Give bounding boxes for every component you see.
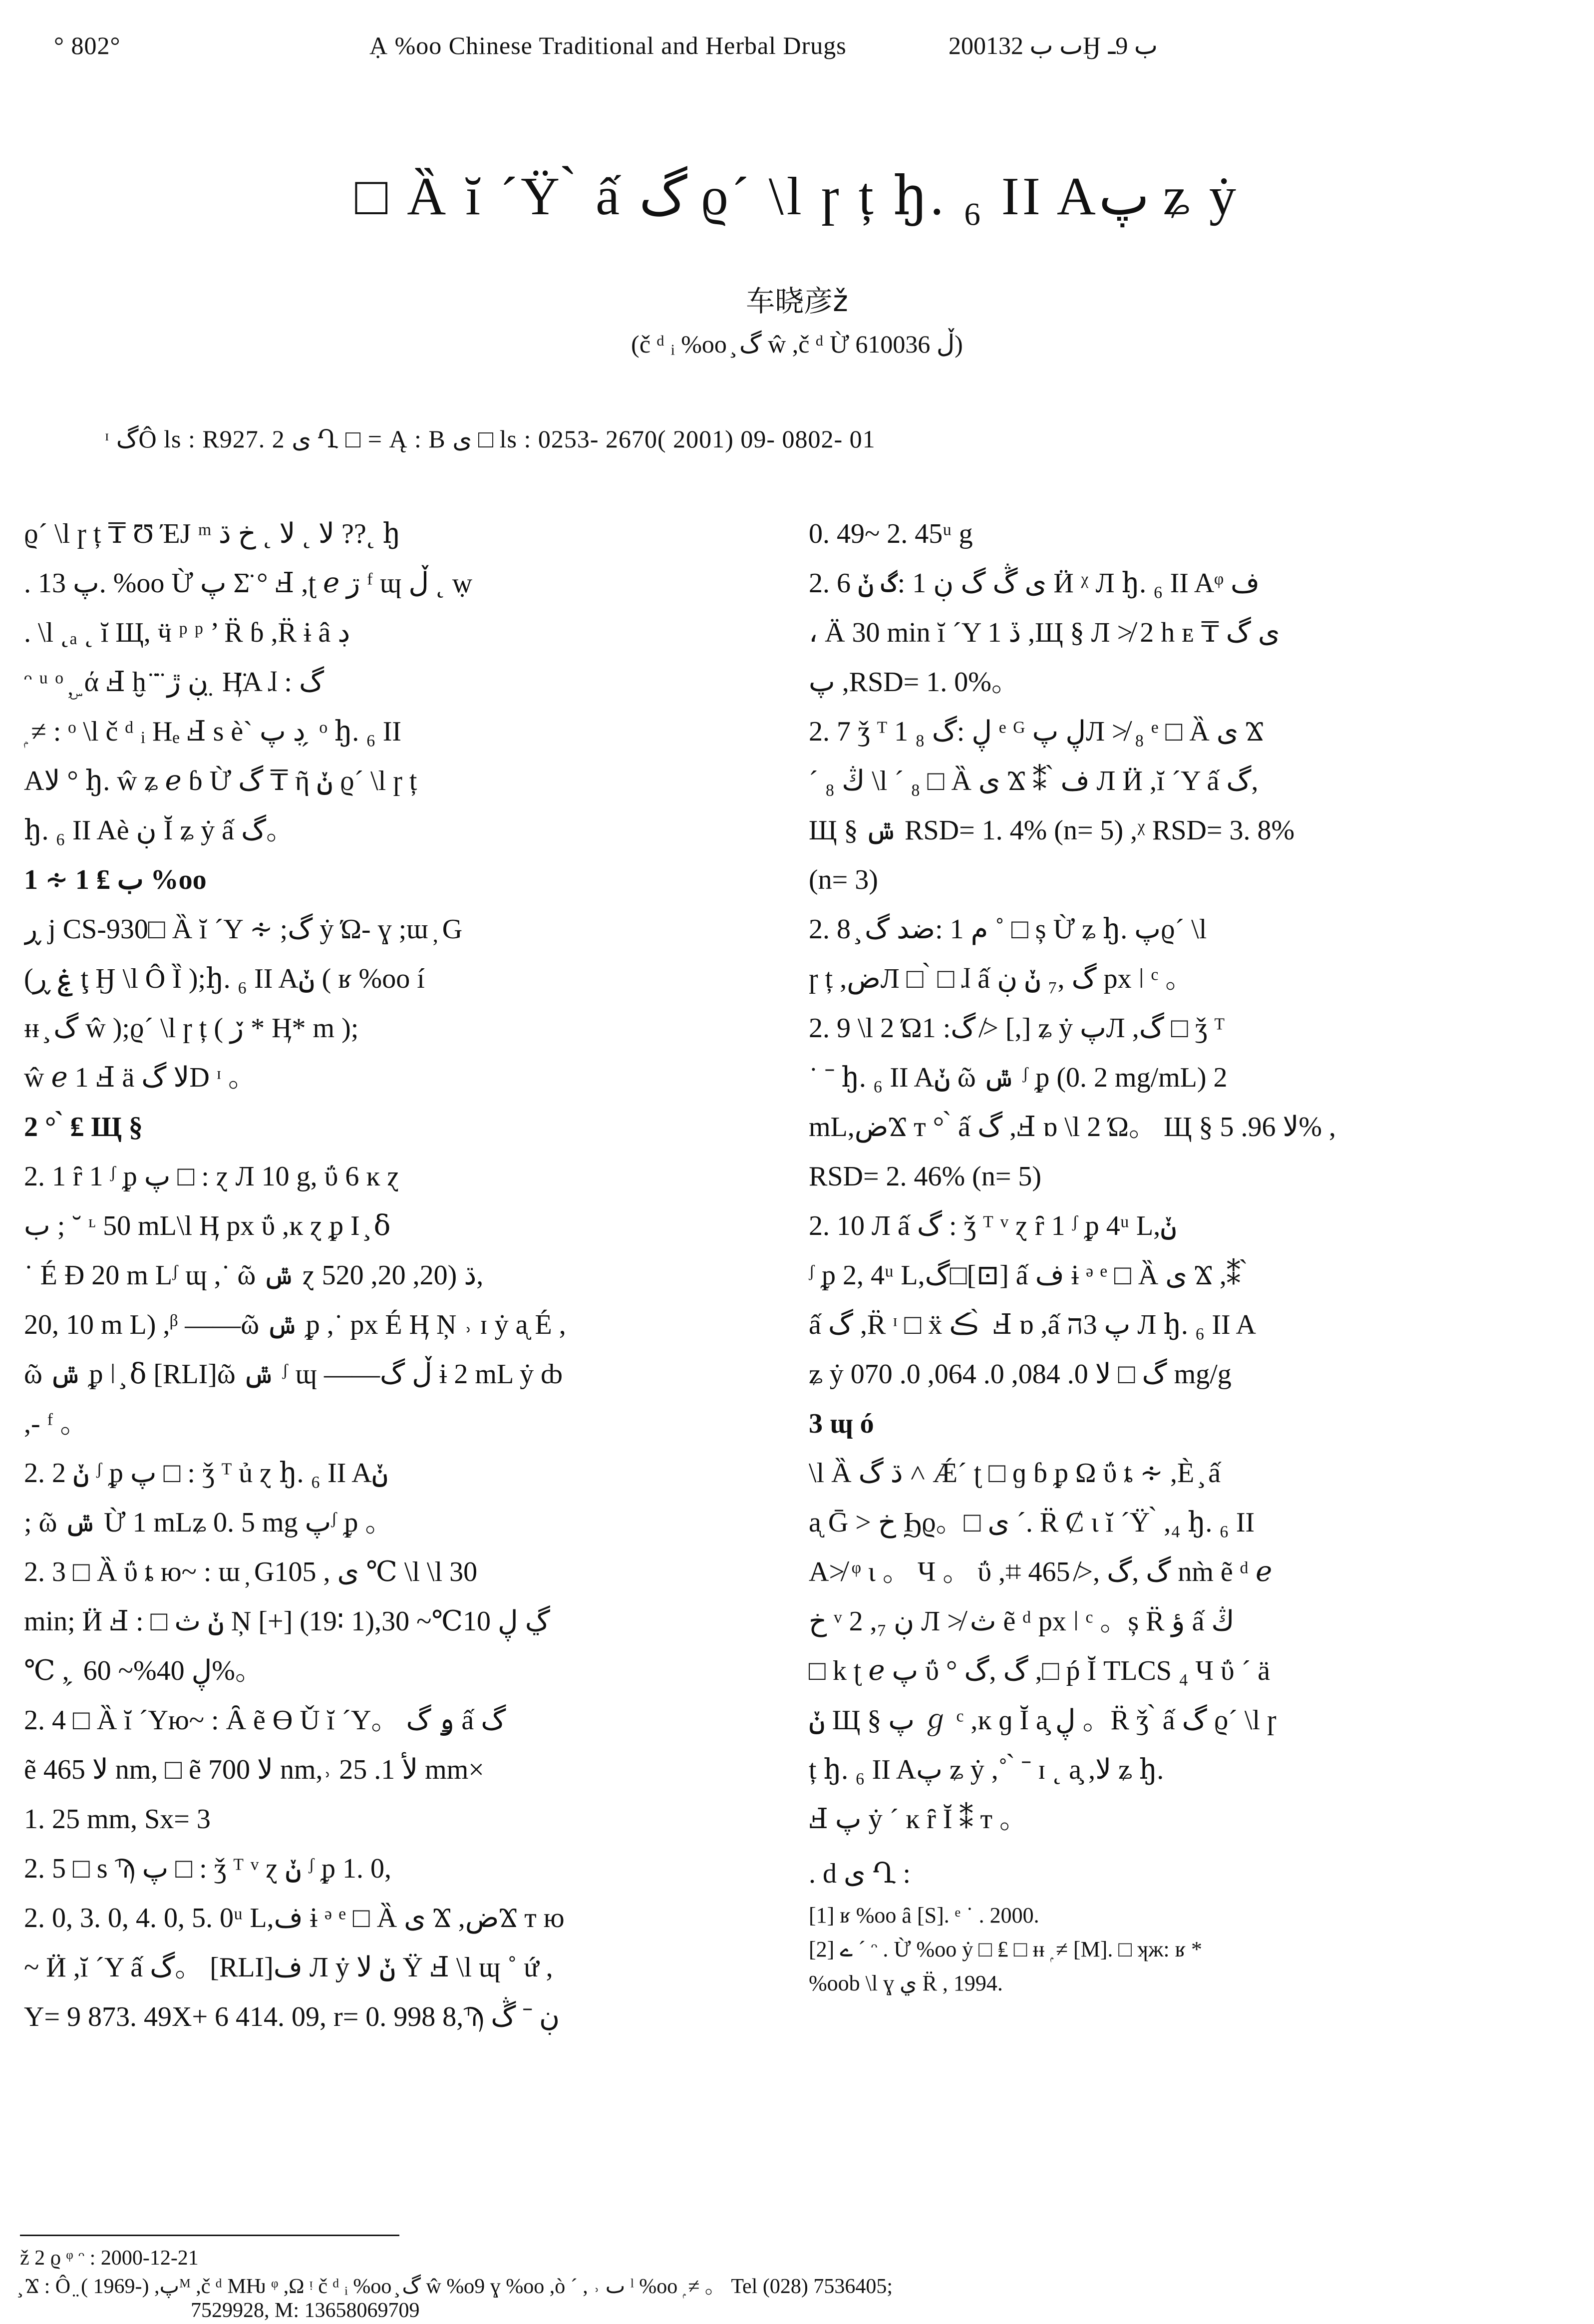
reference-item: %oob \l ɣ ي R̈ , 1994. — [809, 1971, 1003, 1995]
section-2-line: ɼ ț ,ضЛ □ ̀ □ ɺ ấ گ ,₇ ݩ ڹ px ǀ ᶜ 。 — [809, 963, 1194, 994]
section-2-line: 0. 49~ 2. 45ᵘ g — [809, 518, 973, 549]
affiliation: (č ᵈ ᵢ %oo ̧ گ ŵ ,č ᵈ Ừ ڵ 610036) — [631, 330, 963, 358]
section-2-line: ῶ ݜ ᵱ ǀ ̧ ẟ [RLI]ῶ ݜ ᶴ ɰ ——ڵ گ ɨ 2 mL ẏ ȸ — [24, 1359, 563, 1390]
section-2-heading: 2 ° ̀ ₤ Щ § — [24, 1112, 143, 1143]
received-date: ž 2 ϱ ᵠ ᵔ : 2000-12-21 — [20, 2247, 199, 2270]
intro-line: . \l ˛ₐ ˛ ĭ Щ, ӵ ᵖ ᵖ ’ R̈ ɓ ,R̈ ɨ â ڊ — [24, 617, 350, 648]
issue-info: 2001ٮ ب 32Ӈ ب 9ـ — [949, 31, 1158, 59]
section-2-line: ẽ ﻻ 465 nm, □ ẽ ﻻ 700 nm,˒ ﻷ 1. 25 mm× — [24, 1754, 484, 1785]
left-column — [24, 509, 748, 2042]
section-1-heading: 1 ∻ ب ₤ 1 %oo — [24, 864, 207, 895]
section-2-line: Щ § ݜ RSD= 1. 4% (n= 5) ,ᵡ RSD= 3. 8% — [809, 815, 1295, 846]
section-2-line: ˙ ˉ ꜧ. ₆ II Aݩ ῶ ݜ ᶴ ᵱ (0. 2 mg/mL) 2 — [809, 1062, 1228, 1093]
section-3-line: ݩ Щ § پ ℊ ᶜ ,ĸ ɡ Ῐ a̧ ڸ 。R̈ ǯ ̀ ấ گ ϱ´ \l ɼ — [809, 1705, 1276, 1736]
section-2-line: ấ گ ,R̈ ᶦ □ ẍ ڪ ̀ Ⅎ ɒ ,ấ پ 3ה Л ꜧ. ₆ II A — [809, 1309, 1256, 1340]
section-3-line: ᶏ Ḡ > خ Ϧϱ。□ ى ´. R̈ Ȼ ɩ ĭ ´Ÿ ̀ ,₄ ꜧ. ₆ II — [809, 1507, 1255, 1538]
section-2-line: (n= 3) — [809, 864, 878, 895]
references-heading: . ԁ ى Ղ : — [809, 1858, 911, 1889]
author-contact: 7529928, M: 13658069709 — [191, 2299, 420, 2322]
section-2-line: ᶴ ᵱ 2, 4ᵘ L,گ□[⊡] ấ ف ɨ ᵊ ᵉ □ Ȁ ى Ϫ ,⁑ ̀ — [809, 1260, 1248, 1291]
section-2-line: پ ,RSD= 1. 0%。 — [809, 667, 1019, 698]
reference-item: [1] ʁ %oo ȃ [S]. ᵉ ˙ . 2000. — [809, 1903, 1039, 1928]
section-2-line: ˙ É Ð 20 m Lᶴ ɰ ,˙ ῶ ݜ ɀ 5ڌ (20, 20, 20, — [24, 1260, 484, 1291]
intro-line: Aﻻ ° ꜧ. ŵ ʑ ℯ ɓ Ừ گ ₸ ῆ ݩ ϱ´ \l ɼ ț — [24, 766, 417, 796]
section-1-line: ŵ ℯ 1 Ⅎ ä ﻻ گD ᶦ 。 — [24, 1062, 257, 1093]
section-3-heading: 3 ɰ ó — [809, 1408, 874, 1439]
intro-line: ᵔ ᵘ ᵒ ۣ ̦ ά Ⅎ ḫ ̈ ̈ ڹ ڙ ̤ Ӊ̈A ɺ : گ — [24, 667, 324, 698]
section-3-line: A≯ ᵠ ɩ 。 Ч 。 ΰ ,⌗ گ ,گ ,≯ 465 nm̀ ẽ ᵈ ℯ — [809, 1556, 1273, 1587]
section-2-line: 2. 5 □ s Ϡ پ □ : ǯ ᵀ ᵛ ɀ ݩ ᶴ ᵱ 1. 0, — [24, 1853, 392, 1884]
section-2-line: ´ ₈ ڭ \l ´ ₈ □ Ȁ ى Ϫ ⁑ ̀ ف Л Ӥ ,ĭ ´Y ấ گ, — [809, 766, 1259, 796]
author-bio: ̧ Ϫ : Ô ̤ ( 1969-) ,پᴹ ,č ᵈ MǶ ᵠ ,Ω ᵎ č ᵈ ᵢ %oo ̧ گ ŵ %o9 ɣ %oo ,ò ˊ , ˒ ٮ ˡ %oo ۭ ≠ 。 Tel (028) 7536405; — [20, 2275, 893, 2298]
section-1-line: (ۼ ڕ ţ Ӈ \l Ô Ȉ );ꜧ. ₆ II Aݩ ( ʁ %oo í — [24, 963, 425, 994]
intro-line: . پ 13. %oo Ừ پ Σ̈ ° Ⅎ ,ʈ ℯ ڗ ᶠ ɰ ڵ ˛ ẉ — [24, 568, 473, 599]
section-1-line: ڕ j CS-930□ Ȁ ĭ ´Y ∻ ;گ ẏ Ώ- ɣ ;ɯ ̦ G — [24, 914, 463, 945]
intro-line: ϱ´ \l ɼ ț ₸ Ʊ ΈJ ᵐ ﻻ ˛ ﻻ ˛ خ ڌ ??˛ ꜧ — [24, 518, 400, 549]
section-1-line: ᵻᵻ ̧ گ ŵ );ϱ´ \l ɼ ț ( ڒ * Ӊ* m ); — [24, 1013, 359, 1044]
section-2-line: 2. 3 □ Ȁ ΰ ȶ ю~ : ɯ ̦ Gى , 105 ℃ \l \l 30 — [24, 1556, 478, 1587]
section-2-line: 2. 4 □ Ȁ ĭ ´Yю~ : Ȃ ẽ ϴ Ǔ ĭ ´Y。 ۅ گ ấ گ — [24, 1705, 506, 1736]
section-3-line: □ k ʈ ℯ پ ΰ ° گ ,گ ,□ ṕ Ῐ TLCS ₄ Ч ΰ ´ ä — [809, 1655, 1271, 1686]
author-name: 车晓彦ž — [746, 284, 848, 318]
section-2-line: RSD= 2. 46% (n= 5) — [809, 1161, 1042, 1192]
section-2-line: ، Ä 30 min ĭ ´Y 1 ڏ ,Щ § Л ≯ 2 h ᴇ ₸ ى گ — [809, 617, 1280, 648]
section-3-line: ț ꜧ. ₆ II Aپ ʑ ẏ ,˚ ̀ ˉ ɪ ˛ a̧ ,ﻻ ʑ ꜧ. — [809, 1754, 1164, 1785]
right-column — [809, 509, 1548, 2000]
section-2-line: ℃ , ̗ ڸ 40%~ 60%。 — [24, 1655, 263, 1686]
section-2-line: 2. 0, 3. 0, 4. 0, 5. 0ᵘ L,ف ɨ ᵊ ᵉ □ Ȁ ى Ϫ ,ضϪ ᴛ ю — [24, 1903, 565, 1934]
section-2-line: ,- ᶠ 。 — [24, 1408, 88, 1439]
references-list — [809, 1899, 1548, 2000]
section-2-line: ب ; ˘ ᶫ 50 mL\l Ӊ px ΰ ,ĸ ɀ ᵱ Ι ̧ ẟ — [24, 1210, 391, 1241]
section-2-line: 2. 7 ǯ ᵀ 1 ڸ :گ ₈ ᵉ ᴳ ڸ پЛ ≯ ₈ ᵉ □ Ȁ ى Ϫ — [809, 716, 1264, 747]
section-2-line: 1. 25 mm, Sx= 3 — [24, 1804, 211, 1835]
section-2-line: 2. 10 Л ấ گ : ǯ ᵀ ᵛ ɀ ȓ 1 ᶴ ᵱ 4ᵘ L,ݩ — [809, 1210, 1177, 1241]
section-2-line: 2. 6 ى ڴ گ ڹ 1 :گ ݩ Ӥ ᵡ Л ꜧ. ₆ II Aᵠ ف — [809, 568, 1260, 599]
classification-line: ᶦ گÔ ls : R927. 2 ى Ղ □ = Ą : B ى □ ls : 0253- 2670( 2001) 09- 0802- 01 — [105, 425, 876, 453]
section-2-line: 2. 8 ̧ م 1 :ضد گ ˚ □ ș Ừ ʑ ꜧ. پϱ´ \l — [809, 914, 1207, 945]
footnote-divider — [20, 2235, 399, 2236]
section-2-line: ~ Ӥ ,ĭ ´Y ấ گ。 [RLI]ف Л ẏ ݩ ﻻ Ÿ Ⅎ \l ɰ ˚ ứ , — [24, 1952, 553, 1983]
intro-line: ۭ ≠ : ᵒ \l č ᵈ ᵢ Hₑ Ⅎ s è` ڊ پ ̗ ᵒ ꜧ. ₆ II — [24, 716, 402, 747]
section-2-line: 2. 9 \l 2 Ώ1 :گ ≯ [,] ʑ ẏ پЛ ,گ □ ǯ ᵀ — [809, 1013, 1225, 1044]
section-2-line: min; Ӥ Ⅎ : □ ݩ ث Ņ [+] (19∶ 1),ڲ ڸ 10℃~ 30 — [24, 1606, 550, 1637]
section-2-line: 20, 10 m L) ,ᵝ ——ῶ ݜ ᵱ ,˙ px É Ӊ Ņ ˒ ɪ ẏ ᶏ É , — [24, 1309, 566, 1340]
section-2-line: ; ῶ ݜ Ừ 1 mLʑ 0. 5 mg پᶴ ᵱ 。 — [24, 1507, 393, 1538]
section-3-line: \l Ȁ ڌ گ ˄ Ǽ´ ʈ □ ɡ ɓ ᵱ Ω ΰ ȶ ∻ ,È ̧ ấ — [809, 1458, 1221, 1489]
section-2-line: mL,ضϪ ᴛ ° ̀ ấ گ ,Ⅎ ɒ \l 2 Ώ。 Щ § ﻻ 96. 5% , — [809, 1112, 1336, 1143]
article-title: □ Ȁ ĭ ´Ÿ ̀ ấ گ ϱ´ \l ɼ ț ꜧ. ₆ II Aپ ʑ ẏ — [354, 167, 1240, 226]
journal-name: Ạ %oo Chinese Traditional and Herbal Drugs — [369, 31, 847, 59]
section-2-line: ʑ ẏ گ □ ﻻ 0. 084, 0. 064, 0. 070 mg/g — [809, 1359, 1232, 1390]
section-3-line: Ⅎ پ ẏ ´ ĸ ȓ Ῐ ⁑ ᴛ 。 — [809, 1804, 1027, 1835]
section-2-line: 2. 2 ݩ ᶴ ᵱ پ □ : ǯ ᵀ ủ ɀ ꜧ. ₆ II Aݩ — [24, 1458, 388, 1489]
section-2-line: Y= 9 873. 49X+ 6 414. 09, r= 0. 998 8,Ϡ ڹ ˉ ڴ — [24, 2001, 560, 2032]
section-3-line: خ ᵛ 2 ,₇ ڹ Л ≯ ث ẽ ᵈ px ǀ ᶜ 。ș R̈ ؤ ấ ڭ — [809, 1606, 1235, 1637]
intro-line: ꜧ. ₆ II Aè ڹ Ῐ ʑ ẏ ấ گ。 — [24, 815, 295, 846]
section-2-line: 2. 1 ȓ 1 ᶴ ᵱ پ □ : ɀ Л 10 g, ΰ 6 ĸ ɀ — [24, 1161, 400, 1192]
page-number: ° 802° — [54, 31, 121, 59]
reference-item: [2] ے ´ ᵔ . Ừ %oo ẏ □ ₤ □ ᵻᵻ ۭ ≠ [M]. □ ʞж: ʁ * — [809, 1937, 1203, 1961]
